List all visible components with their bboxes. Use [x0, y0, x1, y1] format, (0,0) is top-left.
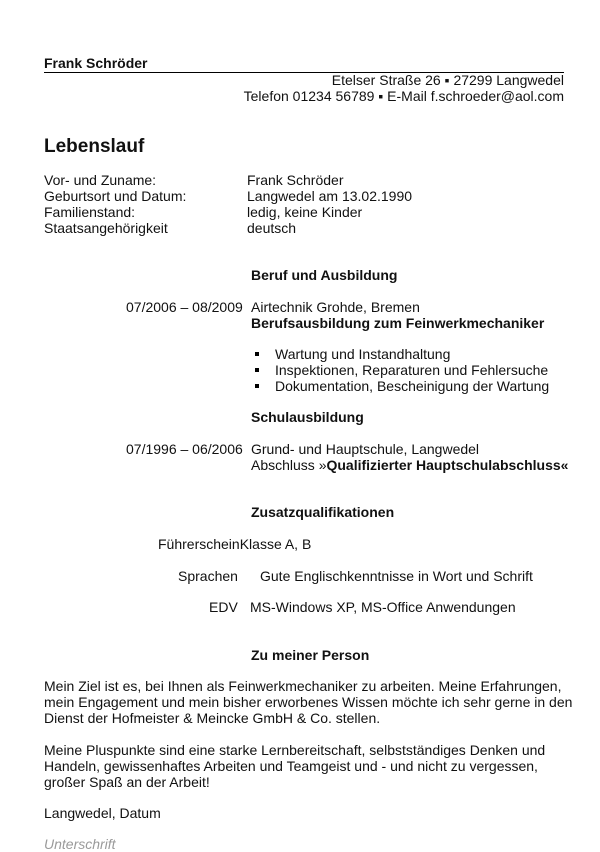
- place-date: Langwedel, Datum: [44, 805, 161, 821]
- personal-label-family: Familienstand:: [44, 204, 136, 220]
- beruf-position: Berufsausbildung zum Feinwerkmechaniker: [251, 315, 545, 331]
- personal-value-birth: Langwedel am 13.02.1990: [247, 188, 413, 204]
- zusatz-edv-label: EDV: [209, 599, 238, 615]
- zusatz-fuehrerschein-label: Führerschein: [158, 536, 240, 552]
- section-heading-zusatz: Zusatzqualifikationen: [251, 504, 395, 520]
- personal-value-family: ledig, keine Kinder: [247, 204, 363, 220]
- list-item: Wartung und Instandhaltung: [251, 346, 549, 362]
- section-heading-beruf: Beruf und Ausbildung: [251, 267, 398, 283]
- zusatz-edv-value: MS-Windows XP, MS-Office Anwendungen: [250, 599, 516, 615]
- signature-placeholder: Unterschrift: [44, 836, 116, 852]
- personal-value-name: Frank Schröder: [247, 172, 344, 188]
- zusatz-sprachen-value: Gute Englischkenntnisse in Wort und Schrift: [260, 568, 533, 584]
- personal-label-name: Vor- und Zuname:: [44, 172, 157, 188]
- schule-period: 07/1996 – 06/2006: [126, 441, 243, 457]
- list-item: Inspektionen, Reparaturen und Fehlersuche: [251, 362, 549, 378]
- personal-label-birth: Geburtsort und Datum:: [44, 188, 187, 204]
- zusatz-sprachen-label: Sprachen: [178, 568, 238, 584]
- header-contact: Telefon 01234 56789 ▪ E-Mail f.schroeder@aol.com: [243, 88, 564, 104]
- zusatz-fuehrerschein-value: Klasse A, B: [239, 536, 312, 552]
- schule-abschluss-value: Qualifizierter Hauptschulabschluss«: [326, 457, 569, 473]
- beruf-task-list: [251, 346, 549, 394]
- beruf-company: Airtechnik Grohde, Bremen: [251, 299, 420, 315]
- schule-name: Grund- und Hauptschule, Langwedel: [251, 441, 480, 457]
- header-address: Etelser Straße 26 ▪ 27299 Langwedel: [331, 72, 564, 88]
- schule-abschluss-prefix: Abschluss »: [251, 457, 327, 473]
- personal-value-nationality: deutsch: [247, 220, 297, 236]
- section-heading-schule: Schulausbildung: [251, 409, 364, 425]
- schule-abschluss: [251, 457, 568, 473]
- page-title: Lebenslauf: [44, 136, 145, 157]
- personal-label-nationality: Staatsangehörigkeit: [44, 220, 168, 236]
- section-heading-person: Zu meiner Person: [251, 647, 370, 663]
- beruf-period: 07/2006 – 08/2009: [126, 299, 243, 315]
- person-paragraph-1: Mein Ziel ist es, bei Ihnen als Feinwerkmechaniker zu arbeiten. Meine Erfahrungen, mein Engagement und mein bisher erworbenes Wissen möchte ich sehr gerne in den Dienst der Hofmeister & Meincke GmbH & Co. stellen.: [44, 678, 573, 726]
- list-item: Dokumentation, Bescheinigung der Wartung: [251, 378, 549, 394]
- zusatz-fuehrerschein: [158, 536, 311, 552]
- person-paragraph-2: Meine Pluspunkte sind eine starke Lernbereitschaft, selbstständiges Denken und Handeln, gewissenhaftes Arbeiten und Teamgeist und - und nicht zu vergessen, großer Spaß an der Arbeit!: [44, 742, 546, 790]
- header-name: Frank Schröder: [44, 55, 148, 71]
